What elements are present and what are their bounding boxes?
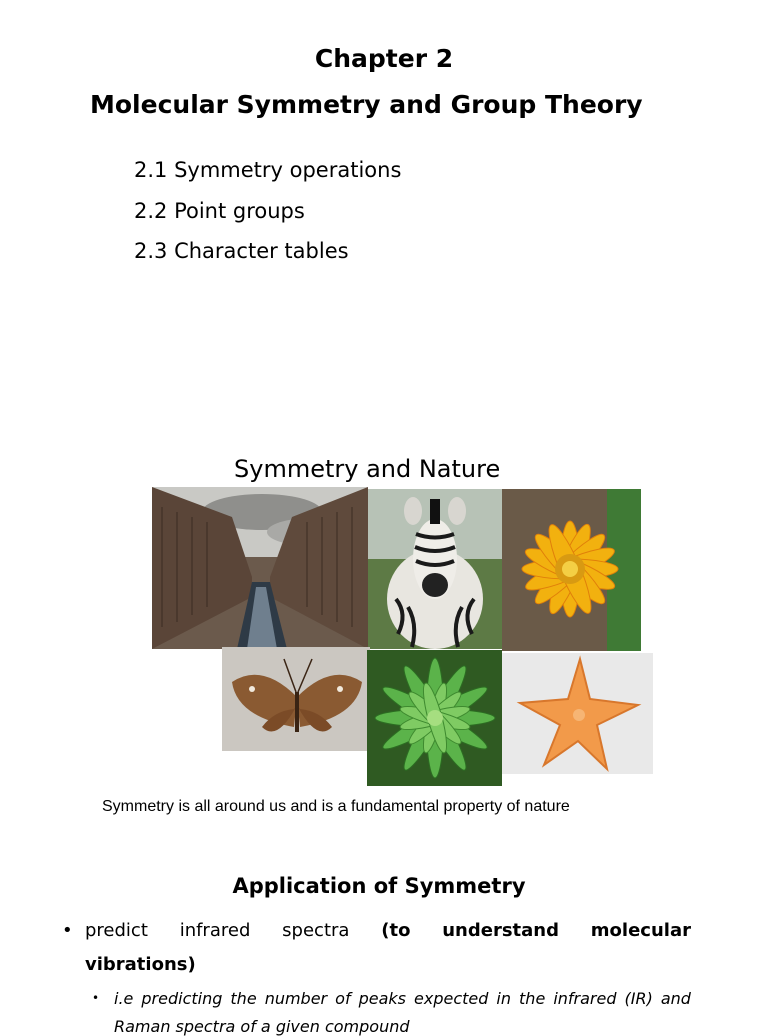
word: in: [496, 989, 512, 1008]
application-heading: Application of Symmetry: [232, 874, 526, 898]
toc-item-2-2: 2.2 Point groups: [134, 199, 305, 223]
zebra-photo: [368, 489, 502, 649]
sub-bullet-line2: Raman spectra of a given compound: [114, 1017, 410, 1036]
sub-bullet-dot: •: [92, 991, 100, 1005]
chapter-title: Chapter 2: [314, 44, 454, 73]
starfish-photo: [502, 653, 653, 774]
word-bold: molecular: [590, 920, 691, 941]
word: (IR): [624, 989, 653, 1008]
toc-item-2-3: 2.3 Character tables: [134, 239, 349, 263]
sub-bullet-line1: [114, 989, 691, 1008]
nature-caption: Symmetry is all around us and is a fundamental property of nature: [102, 798, 570, 815]
bullet-predict-ir-line2: vibrations): [85, 954, 196, 975]
nature-heading: Symmetry and Nature: [234, 455, 501, 483]
canal-buildings-photo: [152, 487, 368, 649]
word: i.e: [114, 989, 134, 1008]
green-plant-photo: [367, 650, 502, 786]
word: number: [264, 989, 328, 1008]
word-bold: understand: [442, 920, 559, 941]
word: the: [519, 989, 546, 1008]
toc-item-2-1: 2.1 Symmetry operations: [134, 158, 402, 182]
word: infrared: [179, 920, 251, 941]
word: peaks: [358, 989, 406, 1008]
chapter-subtitle: Molecular Symmetry and Group Theory: [90, 90, 643, 119]
bullet-predict-ir-line1: [85, 920, 691, 941]
word-bold: (to: [381, 920, 411, 941]
word: predict: [85, 920, 148, 941]
word: the: [230, 989, 257, 1008]
word: spectra: [282, 920, 350, 941]
butterfly-photo: [222, 647, 370, 751]
word: infrared: [553, 989, 617, 1008]
word: of: [335, 989, 351, 1008]
word: and: [660, 989, 691, 1008]
word: expected: [414, 989, 489, 1008]
word: predicting: [141, 989, 223, 1008]
yellow-flower-photo: [502, 489, 641, 651]
bullet-dot: •: [62, 920, 73, 941]
